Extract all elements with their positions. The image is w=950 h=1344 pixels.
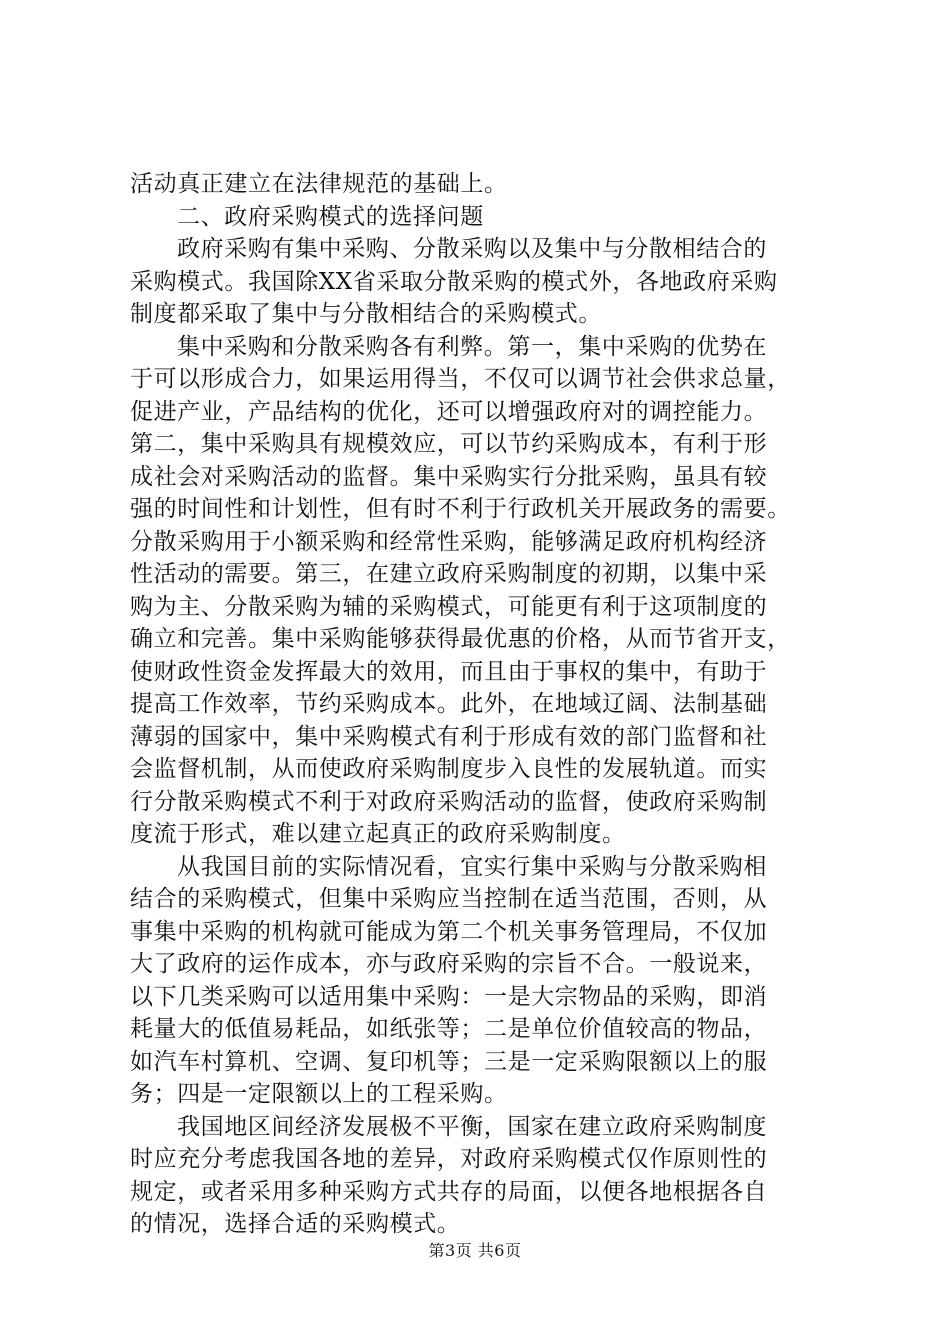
text-line: 以下几类采购可以适用集中采购：一是大宗物品的采购，即消 — [130, 983, 768, 1010]
text-line: 于可以形成合力，如果运用得当，不仅可以调节社会供求总量， — [130, 366, 791, 392]
text-line: 提高工作效率，节约采购成本。此外，在地域辽阔、法制基础 — [130, 691, 768, 717]
text-line: 分散采购用于小额采购和经常性采购，能够满足政府机构经济 — [130, 528, 768, 555]
text-line: 使财政性资金发挥最大的效用，而且由于事权的集中，有助于 — [130, 658, 768, 685]
text-line: 耗量大的低值易耗品，如纸张等；二是单位价值较高的物品， — [130, 1016, 768, 1042]
section-heading: 二、政府采购模式的选择问题 — [177, 203, 484, 230]
text-line: 强的时间性和计划性，但有时不利于行政机关开展政务的需要。 — [130, 496, 791, 522]
text-line: 的情况，选择合适的采购模式。 — [130, 1211, 461, 1237]
text-line: 时应充分考虑我国各地的差异，对政府采购模式仅作原则性的 — [130, 1146, 768, 1172]
document-body — [130, 168, 830, 1241]
text-line: 大了政府的运作成本，亦与政府采购的宗旨不合。一般说来， — [130, 951, 768, 977]
page-number: 第3页 共6页 — [428, 1241, 522, 1260]
text-line: 规定，或者采用多种采购方式共存的局面，以便各地根据各自 — [130, 1178, 768, 1205]
text-line: 制度都采取了集中与分散相结合的采购模式。 — [130, 301, 602, 327]
text-line: 政府采购有集中采购、分散采购以及集中与分散相结合的 — [177, 236, 767, 262]
text-line: 集中采购和分散采购各有利弊。第一，集中采购的优势在 — [177, 333, 767, 360]
text-line: 性活动的需要。第三，在建立政府采购制度的初期，以集中采 — [130, 561, 768, 587]
text-line: 度流于形式，难以建立起真正的政府采购制度。 — [130, 821, 626, 847]
text-line: 会监督机制，从而使政府采购制度步入良性的发展轨道。而实 — [130, 756, 768, 782]
text-line: 行分散采购模式不利于对政府采购活动的监督，使政府采购制 — [130, 788, 768, 815]
text-line: 确立和完善。集中采购能够获得最优惠的价格，从而节省开支， — [130, 626, 791, 652]
text-line: 结合的采购模式，但集中采购应当控制在适当范围，否则，从 — [130, 886, 768, 912]
text-line: 采购模式。我国除XX省采取分散采购的模式外，各地政府采购 — [130, 268, 778, 295]
text-line: 薄弱的国家中，集中采购模式有利于形成有效的部门监督和社 — [130, 723, 768, 750]
text-line: 事集中采购的机构就可能成为第二个机关事务管理局，不仅加 — [130, 918, 768, 945]
text-line: 从我国目前的实际情况看，宜实行集中采购与分散采购相 — [177, 853, 767, 880]
text-line: 务；四是一定限额以上的工程采购。 — [130, 1081, 508, 1107]
text-line: 活动真正建立在法律规范的基础上。 — [130, 171, 508, 197]
text-line: 购为主、分散采购为辅的采购模式，可能更有利于这项制度的 — [130, 593, 768, 620]
text-line: 促进产业，产品结构的优化，还可以增强政府对的调控能力。 — [130, 398, 768, 425]
text-line: 第二，集中采购具有规模效应，可以节约采购成本，有利于形 — [130, 431, 768, 457]
text-line: 成社会对采购活动的监督。集中采购实行分批采购，虽具有较 — [130, 463, 768, 490]
text-line: 我国地区间经济发展极不平衡，国家在建立政府采购制度 — [177, 1113, 767, 1140]
text-line: 如汽车村算机、空调、复印机等；三是一定采购限额以上的服 — [130, 1048, 768, 1075]
